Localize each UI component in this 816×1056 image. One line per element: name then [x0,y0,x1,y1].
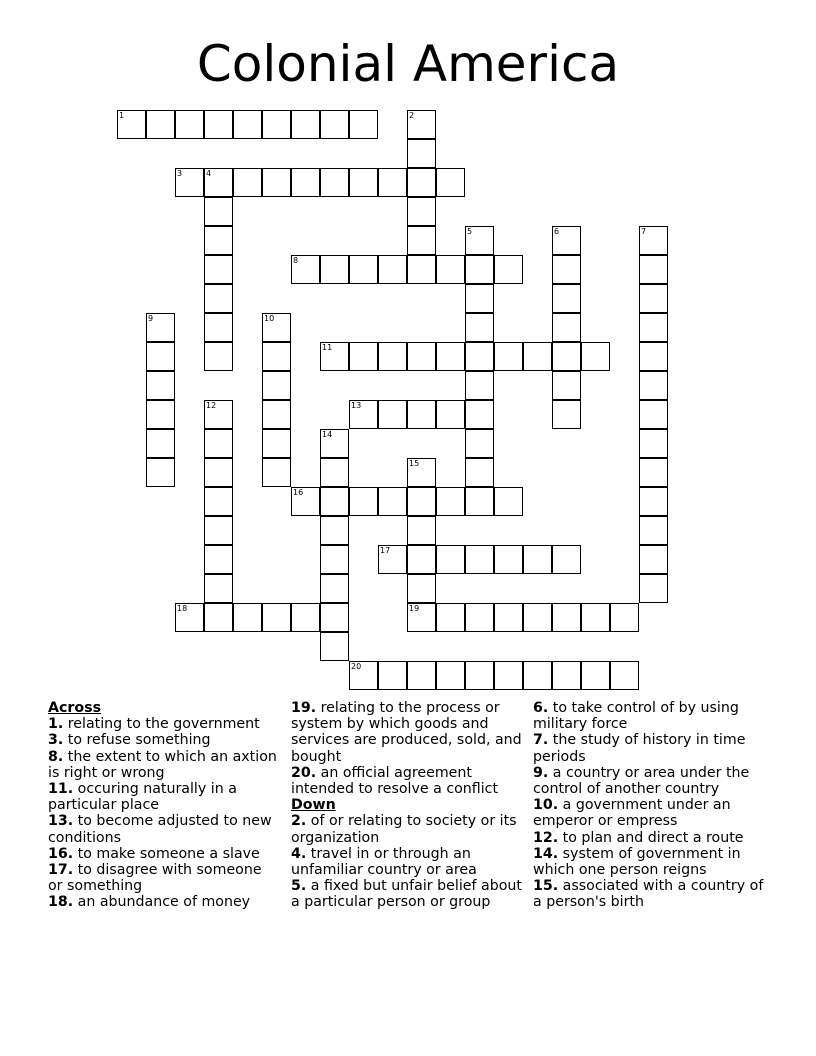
down-heading: Down [291,797,336,814]
grid-cell[interactable] [320,487,349,516]
grid-cell[interactable] [552,255,581,284]
grid-cell[interactable] [378,168,407,197]
clue-number: 12 [206,401,217,410]
clue-item-number: 2. [291,813,307,830]
grid-cell[interactable] [552,226,581,255]
grid-cell[interactable] [262,603,291,632]
clue-number: 9 [148,314,154,323]
clue-item-text: the extent to which an axtion is right or wrong [48,748,277,781]
grid-cell[interactable] [465,371,494,400]
grid-cell[interactable] [639,429,668,458]
clue-item [533,765,765,797]
grid-cell[interactable] [552,313,581,342]
grid-cell[interactable] [523,545,552,574]
clue-item-number: 3. [48,732,64,749]
clue-item [533,878,765,910]
clue-item [291,700,523,765]
grid-cell[interactable] [320,110,349,139]
grid-cell[interactable] [320,574,349,603]
grid-cell[interactable] [436,400,465,429]
grid-cell[interactable] [378,487,407,516]
grid-cell[interactable] [639,516,668,545]
clue-item-text: to become adjusted to new conditions [48,813,272,846]
clue-item-text: an abundance of money [77,894,251,911]
clue-number: 6 [554,227,560,236]
grid-cell[interactable] [175,110,204,139]
grid-cell[interactable] [204,110,233,139]
grid-cell[interactable] [320,603,349,632]
grid-cell[interactable] [349,255,378,284]
grid-cell[interactable] [436,342,465,371]
clues-column-middle [291,700,523,911]
clue-item-number: 18. [48,894,74,911]
clue-item-text: system of government in which one person reigns [533,845,741,879]
grid-cell[interactable] [494,255,523,284]
grid-cell[interactable] [291,110,320,139]
clue-item-text: associated with a country of a person's birth [533,878,764,911]
grid-cell[interactable] [204,197,233,226]
grid-cell[interactable] [291,603,320,632]
clue-item-text: a fixed but unfair belief about a particular person or group [291,878,522,911]
grid-cell[interactable] [146,110,175,139]
grid-cell[interactable] [204,516,233,545]
grid-cell[interactable] [146,400,175,429]
grid-cell[interactable] [175,603,204,632]
grid-cell[interactable] [552,342,581,371]
clue-number: 5 [467,227,473,236]
grid-cell[interactable] [146,371,175,400]
clue-number: 2 [409,111,415,120]
clue-item [533,700,765,732]
across-heading: Across [48,700,102,716]
clue-item-text: relating to the process or system by which goods and services are produced, sold, and bought [291,700,522,765]
grid-cell[interactable] [407,603,436,632]
grid-cell[interactable] [523,342,552,371]
grid-cell[interactable] [291,255,320,284]
grid-cell[interactable] [291,487,320,516]
grid-cell[interactable] [465,603,494,632]
clue-item [48,781,280,813]
grid-cell[interactable] [378,342,407,371]
across-clues-column [48,700,280,911]
grid-cell[interactable] [204,545,233,574]
grid-cell[interactable] [204,255,233,284]
grid-cell[interactable] [639,342,668,371]
clue-item [533,732,765,764]
clue-item-number: 16. [48,845,74,862]
grid-cell[interactable] [320,458,349,487]
grid-cell[interactable] [291,168,320,197]
grid-cell[interactable] [436,545,465,574]
grid-cell[interactable] [204,342,233,371]
grid-cell[interactable] [436,661,465,690]
clue-item-number: 5. [291,878,307,895]
grid-cell[interactable] [436,255,465,284]
grid-cell[interactable] [436,603,465,632]
grid-cell[interactable] [552,545,581,574]
clue-item-number: 13. [48,813,74,830]
clue-item [533,830,765,846]
clue-number: 20 [351,662,362,671]
clue-item [533,846,765,878]
grid-cell[interactable] [204,226,233,255]
grid-cell[interactable] [523,661,552,690]
grid-cell[interactable] [349,661,378,690]
grid-cell[interactable] [407,342,436,371]
grid-cell[interactable] [320,429,349,458]
grid-cell[interactable] [117,110,146,139]
grid-cell[interactable] [639,313,668,342]
grid-cell[interactable] [639,545,668,574]
grid-cell[interactable] [146,458,175,487]
down-clues-column [533,700,765,911]
grid-cell[interactable] [204,487,233,516]
clue-item-text: to take control of by using military force [533,700,739,733]
clue-item-number: 15. [533,878,559,895]
clue-number: 11 [322,343,333,352]
grid-cell[interactable] [407,574,436,603]
grid-cell[interactable] [407,110,436,139]
grid-cell[interactable] [407,168,436,197]
grid-cell[interactable] [320,632,349,661]
grid-cell[interactable] [581,342,610,371]
clue-item [291,813,523,845]
clue-item [291,765,523,797]
grid-cell[interactable] [639,255,668,284]
grid-cell[interactable] [204,284,233,313]
grid-cell[interactable] [378,545,407,574]
grid-cell[interactable] [465,429,494,458]
grid-cell[interactable] [639,284,668,313]
clue-item [48,749,280,781]
clue-item-text: to make someone a slave [77,845,260,862]
clue-item [291,846,523,878]
grid-cell[interactable] [465,661,494,690]
clue-item-number: 11. [48,781,74,798]
grid-cell[interactable] [465,255,494,284]
grid-cell[interactable] [320,342,349,371]
grid-cell[interactable] [204,574,233,603]
clue-item [48,862,280,894]
clue-number: 13 [351,401,362,410]
grid-cell[interactable] [262,458,291,487]
grid-cell[interactable] [639,400,668,429]
grid-cell[interactable] [204,168,233,197]
grid-cell[interactable] [465,284,494,313]
grid-cell[interactable] [639,574,668,603]
grid-cell[interactable] [233,603,262,632]
grid-cell[interactable] [523,603,552,632]
clue-item [291,878,523,910]
grid-cell[interactable] [407,255,436,284]
clue-item-number: 12. [533,829,559,846]
grid-cell[interactable] [320,516,349,545]
grid-cell[interactable] [494,487,523,516]
clue-number: 3 [177,169,183,178]
grid-cell[interactable] [436,487,465,516]
grid-cell[interactable] [233,168,262,197]
grid-cell[interactable] [175,168,204,197]
clue-number: 7 [641,227,647,236]
grid-cell[interactable] [639,226,668,255]
clue-item [48,846,280,862]
clue-item-number: 14. [533,845,559,862]
grid-cell[interactable] [639,487,668,516]
clue-item-text: a government under an emperor or empress [533,797,731,830]
grid-cell[interactable] [378,400,407,429]
clue-item-text: a country or area under the control of another country [533,764,750,798]
clue-number: 10 [264,314,275,323]
grid-cell[interactable] [407,661,436,690]
grid-cell[interactable] [262,400,291,429]
clue-number: 17 [380,546,391,555]
clue-number: 16 [293,488,304,497]
grid-cell[interactable] [494,661,523,690]
grid-cell[interactable] [639,458,668,487]
clue-item-number: 19. [291,700,317,716]
grid-cell[interactable] [639,371,668,400]
grid-cell[interactable] [407,458,436,487]
grid-cell[interactable] [465,400,494,429]
clue-number: 19 [409,604,420,613]
grid-cell[interactable] [610,661,639,690]
grid-cell[interactable] [204,603,233,632]
clue-item-text: an official agreement intended to resolve a conflict [291,764,499,798]
grid-cell[interactable] [262,168,291,197]
clue-item [48,813,280,845]
clue-item-text: travel in or through an unfamiliar country or area [291,845,477,879]
grid-cell[interactable] [349,110,378,139]
grid-cell[interactable] [320,255,349,284]
grid-cell[interactable] [262,313,291,342]
clue-item-text: the study of history in time periods [533,732,746,765]
clue-item-number: 20. [291,764,317,781]
grid-cell[interactable] [552,603,581,632]
grid-cell[interactable] [581,603,610,632]
grid-cell[interactable] [407,226,436,255]
grid-cell[interactable] [349,487,378,516]
grid-cell[interactable] [465,226,494,255]
clue-item-text: to plan and direct a route [562,829,744,846]
grid-cell[interactable] [146,429,175,458]
grid-cell[interactable] [262,342,291,371]
clue-number: 8 [293,256,299,265]
grid-cell[interactable] [552,284,581,313]
grid-cell[interactable] [407,545,436,574]
grid-cell[interactable] [465,545,494,574]
grid-cell[interactable] [262,110,291,139]
grid-cell[interactable] [465,487,494,516]
grid-cell[interactable] [262,429,291,458]
clue-item-text: to disagree with someone or something [48,862,262,895]
clue-item-text: of or relating to society or its organization [291,813,517,846]
clue-number: 15 [409,459,420,468]
grid-cell[interactable] [204,313,233,342]
grid-cell[interactable] [349,168,378,197]
clue-number: 1 [119,111,125,120]
grid-cell[interactable] [378,661,407,690]
grid-cell[interactable] [407,516,436,545]
clue-number: 14 [322,430,333,439]
grid-cell[interactable] [407,400,436,429]
grid-cell[interactable] [581,661,610,690]
grid-cell[interactable] [320,168,349,197]
grid-cell[interactable] [233,110,262,139]
grid-cell[interactable] [494,603,523,632]
clue-item [48,894,280,910]
clue-number: 18 [177,604,188,613]
grid-cell[interactable] [320,545,349,574]
clue-item-text: occuring naturally in a particular place [48,781,237,814]
grid-cell[interactable] [378,255,407,284]
grid-cell[interactable] [407,197,436,226]
clue-item-number: 10. [533,797,559,814]
clue-item-number: 4. [291,845,307,862]
grid-cell[interactable] [407,139,436,168]
grid-cell[interactable] [465,342,494,371]
grid-cell[interactable] [610,603,639,632]
clue-item-number: 9. [533,764,549,781]
clue-item-number: 6. [533,700,549,716]
grid-cell[interactable] [407,487,436,516]
grid-cell[interactable] [436,168,465,197]
clue-item [48,732,280,748]
page-title: Colonial America [196,35,620,93]
grid-cell[interactable] [204,429,233,458]
grid-cell[interactable] [465,313,494,342]
grid-cell[interactable] [494,545,523,574]
clue-item-number: 17. [48,862,74,879]
grid-cell[interactable] [204,400,233,429]
grid-cell[interactable] [494,342,523,371]
grid-cell[interactable] [349,342,378,371]
clue-number: 4 [206,169,212,178]
clue-item [48,716,280,732]
grid-cell[interactable] [146,342,175,371]
grid-cell[interactable] [204,458,233,487]
grid-cell[interactable] [552,661,581,690]
clue-item-text: relating to the government [67,716,260,733]
clue-item [533,797,765,829]
grid-cell[interactable] [146,313,175,342]
grid-cell[interactable] [262,371,291,400]
clue-item-number: 7. [533,732,549,749]
grid-cell[interactable] [552,371,581,400]
grid-cell[interactable] [552,400,581,429]
clue-item-number: 8. [48,748,64,765]
clue-item-text: to refuse something [67,732,211,749]
grid-cell[interactable] [465,458,494,487]
grid-cell[interactable] [349,400,378,429]
clue-item-number: 1. [48,716,64,733]
